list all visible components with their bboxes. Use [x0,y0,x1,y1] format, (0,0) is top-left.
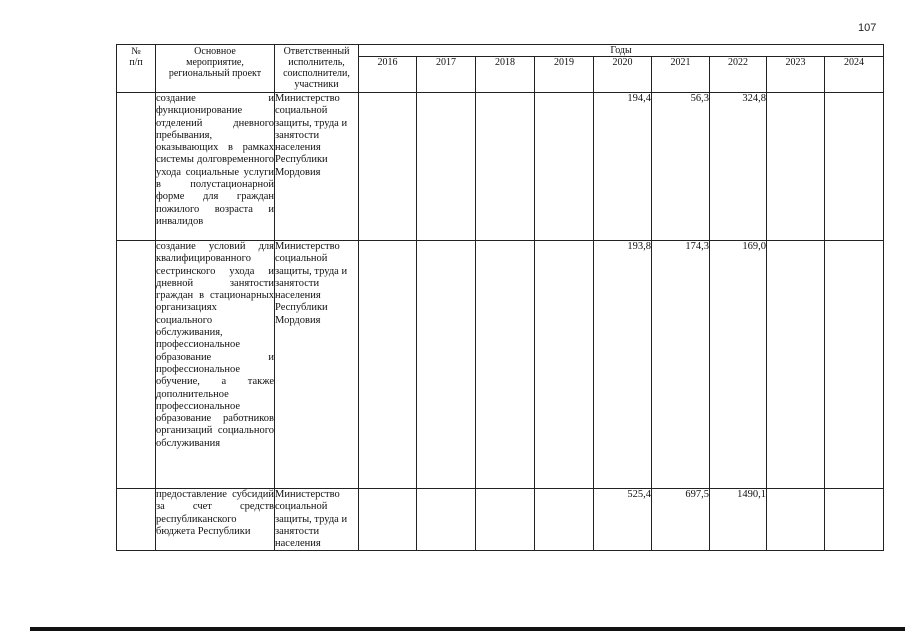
row-number [117,241,156,489]
value-cell [825,241,884,489]
measure-cell: предоставление субсидий за счет средств республиканского бюджета Республики [156,489,275,551]
value-cell: 1490,1 [710,489,767,551]
value-cell: 169,0 [710,241,767,489]
value-cell [417,489,476,551]
budget-table [116,44,884,551]
value-cell [535,93,594,241]
table-row [117,241,884,489]
scan-bottom-border [30,627,905,631]
header-year: 2024 [825,57,884,93]
measure-cell: создание и функционирование отделений дневного пребывания, оказывающих в рамках системы долговременного ухода социальные услуги в полустационарной форме для граждан пожилого возраста и инвалидов [156,93,275,241]
header-year: 2022 [710,57,767,93]
value-cell [767,489,825,551]
header-year: 2023 [767,57,825,93]
measure-cell: создание условий для квалифицированного сестринского ухода и дневной занятости граждан в стационарных организациях социального обслуживания, профессиональное образование и профессиональное обучение, а также дополнительное профессиональное образование работников организаций социального обслуживания [156,241,275,489]
responsible-cell: Министерство социальной защиты, труда и занятости населения Республики Мордовия [275,241,359,489]
value-cell [825,489,884,551]
value-cell [417,93,476,241]
value-cell [359,489,417,551]
value-cell: 525,4 [594,489,652,551]
page-number: 107 [858,22,877,34]
table-row [117,93,884,241]
value-cell [535,489,594,551]
value-cell [417,241,476,489]
value-cell: 193,8 [594,241,652,489]
header-year: 2016 [359,57,417,93]
value-cell: 194,4 [594,93,652,241]
value-cell: 697,5 [652,489,710,551]
table-row [117,489,884,551]
row-number [117,93,156,241]
header-year: 2021 [652,57,710,93]
row-number [117,489,156,551]
header-years-title: Годы [359,45,884,57]
scan-margin [0,0,30,639]
value-cell [767,93,825,241]
value-cell [825,93,884,241]
value-cell [767,241,825,489]
value-cell: 56,3 [652,93,710,241]
header-year: 2017 [417,57,476,93]
header-measure: Основное мероприятие, региональный проект [156,45,275,93]
value-cell: 174,3 [652,241,710,489]
header-year: 2018 [476,57,535,93]
value-cell [359,93,417,241]
header-year: 2019 [535,57,594,93]
value-cell [476,241,535,489]
header-responsible: Ответственный исполнитель, соисполнители, участники [275,45,359,93]
header-no: № п/п [117,45,156,93]
value-cell [359,241,417,489]
value-cell [476,489,535,551]
value-cell: 324,8 [710,93,767,241]
value-cell [535,241,594,489]
responsible-cell: Министерство социальной защиты, труда и занятости населения Республики Мордовия [275,93,359,241]
value-cell [476,93,535,241]
responsible-cell: Министерство социальной защиты, труда и занятости населения [275,489,359,551]
header-year: 2020 [594,57,652,93]
